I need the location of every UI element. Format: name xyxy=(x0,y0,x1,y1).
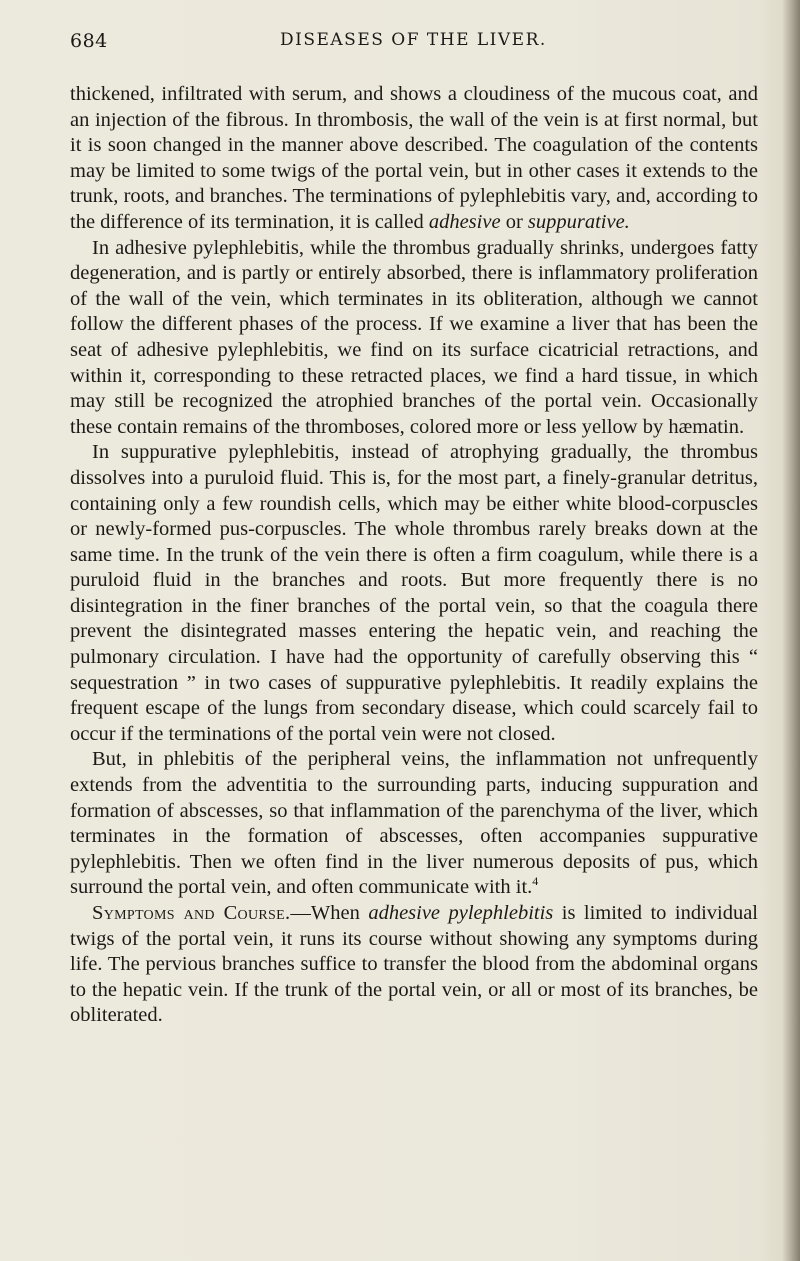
page-edge-shadow xyxy=(782,0,800,1261)
paragraph-3: In suppurative pylephlebitis, instead of atrophying gradually, the thrombus dissolves into a puruloid fluid. This is, for the most part, a finely-granular detritus, containing only a few roundish cells, which may be either white blood-corpuscles or newly-formed pus-corpuscles. The whole thrombus rarely breaks down at the same time. In the trunk of the vein there is often a firm coagulum, while there is a puruloid fluid in the branches and roots. But more frequently there is no disintegration in the finer branches of the portal vein, so that the coagula there prevent the disintegrated masses entering the hepatic vein, and reaching the pulmonary circulation. I have had the opportunity of carefully observing this “ sequestration ” in two cases of suppurative pylephlebitis. It readily explains the frequent escape of the lungs from secondary disease, which could scarcely fail to occur if the terminations of the portal vein were not closed. xyxy=(70,441,758,745)
paragraph-4-text: But, in phlebitis of the peripheral veins, the inflammation not unfrequently extends from the adventitia to the surrounding parts, inducing suppuration and formation of abscesses, so that inflammation of the parenchyma of the liver, which terminates in the formation of abscesses, often accompanies suppurative pylephlebitis. Then we often find in the liver numerous deposits of pus, which surround the portal vein, and often communicate with it. xyxy=(70,748,758,899)
paragraph-5-dash: —When xyxy=(290,902,369,924)
paragraph-1 xyxy=(70,82,758,236)
page-number: 684 xyxy=(70,30,108,52)
footnote-marker: 4 xyxy=(532,874,539,889)
section-heading-symptoms: Symptoms and Course. xyxy=(92,902,291,924)
paragraph-5 xyxy=(70,901,758,1029)
paragraph-5-text: is limited to individual twigs of the portal vein, it runs its course without showing any symptoms during life. The pervious branches suffice to transfer the blood from the abdominal organs to the hepatic vein. If the trunk of the portal vein, or all or most of its branches, be obliterated. xyxy=(70,902,758,1027)
term-suppurative: suppurative. xyxy=(527,210,630,233)
running-header xyxy=(70,30,770,60)
term-adhesive-pylephlebitis: adhesive pylephlebitis xyxy=(368,902,554,924)
paragraph-4 xyxy=(70,747,758,901)
paragraph-1-text: thickened, infiltrated with serum, and shows a cloudiness of the mucous coat, and an injection of the fibrous. In thrombosis, the wall of the vein is at first normal, but it is soon changed in the manner above described. The coagulation of the contents may be limited to some twigs of the portal vein, but in other cases it extends to the trunk, roots, and branches. The terminations of pylephlebitis vary, and, according to the difference of its termination, it is called xyxy=(70,83,758,233)
paragraph-1-or: or xyxy=(500,210,528,233)
body-text xyxy=(70,82,758,1029)
paragraph-2: In adhesive pylephlebitis, while the thrombus gradually shrinks, undergoes fatty degeneration, and is partly or entirely absorbed, there is inflammatory proliferation of the wall of the vein, which terminates in its obliteration, although we cannot follow the different phases of the process. If we examine a liver that has been the seat of adhesive pylephlebitis, we find on its surface cicatricial retractions, and within it, corresponding to these retracted places, we find a hard tissue, in which may still be recognized the atrophied branches of the portal vein. Occasionally these contain remains of the thromboses, colored more or less yellow by hæmatin. xyxy=(70,236,758,438)
running-title: DISEASES OF THE LIVER. xyxy=(280,30,547,50)
term-adhesive: adhesive xyxy=(428,210,501,233)
